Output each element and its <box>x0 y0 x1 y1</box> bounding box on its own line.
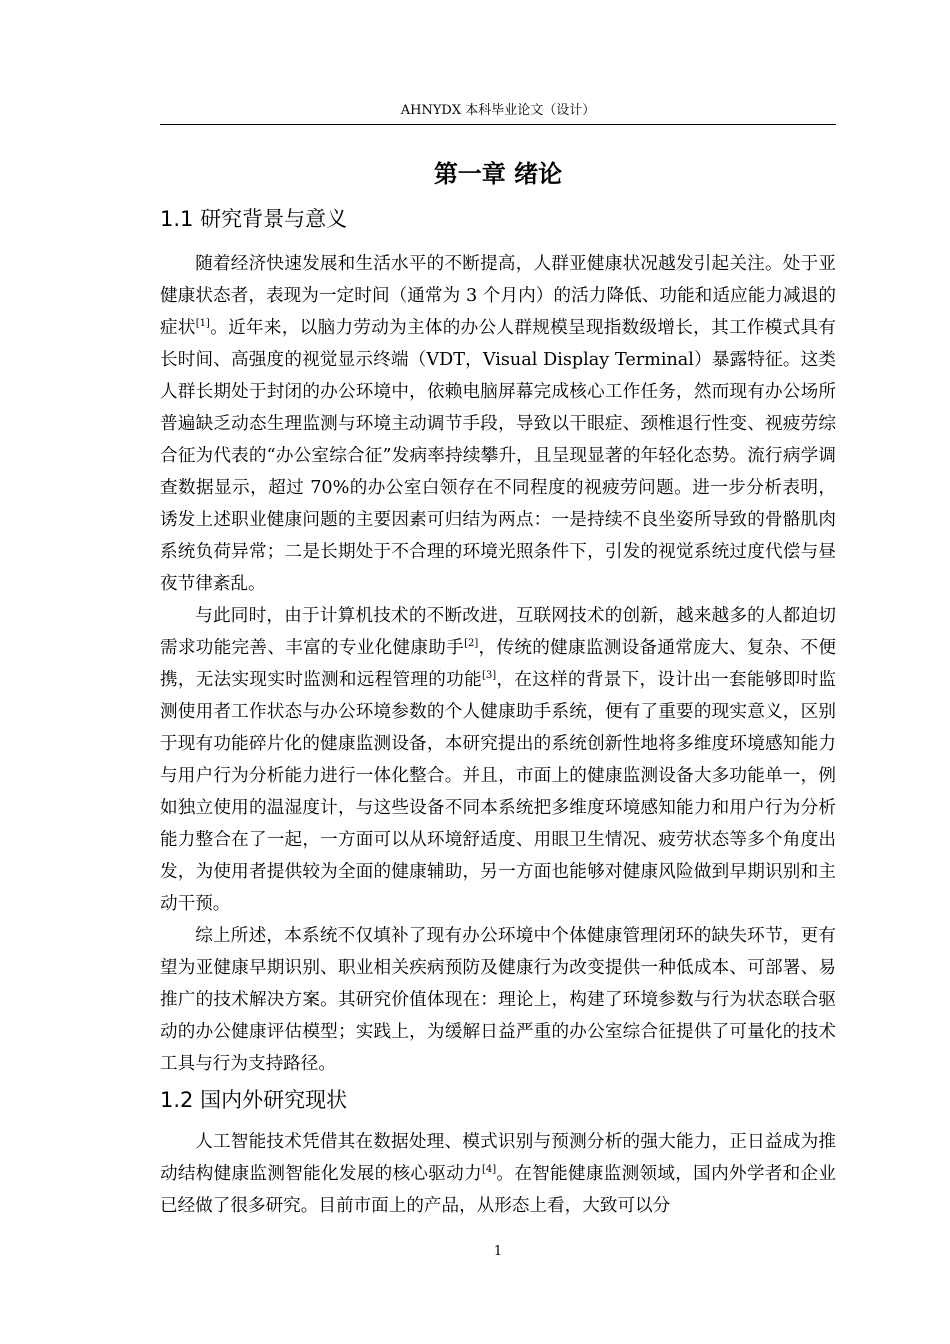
paragraph-text: 随着经济快速发展和生活水平的不断提高，人群亚健康状况越发引起关注。处于亚健康状态者，表现为一定时间（通常为 3 个月内）的活力降低、功能和适应能力减退的症状 <box>160 254 836 338</box>
header-rule <box>160 124 836 125</box>
page-number: 1 <box>493 1244 503 1259</box>
paragraph-1-2-1 <box>160 1126 836 1222</box>
paragraph-text: 。在智能健康监测领域，国内外学者和企业已经做了很多研究。目前市面上的产品，从形态上看，大致可以分 <box>160 1164 836 1216</box>
chapter-title: 第一章 绪论 <box>433 160 563 188</box>
paragraph-1-1-1 <box>160 248 836 600</box>
running-header: AHNYDX 本科毕业论文（设计） <box>400 103 596 118</box>
paragraph-text: ，传统的健康监测设备通常庞大、复杂、不便携，无法实现实时监测和远程管理的功能 <box>160 638 836 690</box>
section-heading-1-2: 1.2 国内外研究现状 <box>160 1088 348 1112</box>
section-heading-1-1: 1.1 研究背景与意义 <box>160 207 348 231</box>
paragraph-text: 。近年来，以脑力劳动为主体的办公人群规模呈现指数级增长，其工作模式具有长时间、高强度的视觉显示终端（VDT，Visual Display Terminal）暴露特征。这类人群长期处于封闭的办公环境中，依赖电脑屏幕完成核心工作任务，然而现有办公场所普遍缺乏动态生理监测与环境主动调节手段，导致以干眼症、颈椎退行性变、视疲劳综合征为代表的“办公室综合征”发病率持续攀升，且呈现显著的年轻化态势。流行病学调查数据显示，超过 70%的办公室白领存在不同程度的视疲劳问题。进一步分析表明，诱发上述职业健康问题的主要因素可归结为两点：一是持续不良坐姿所导致的骨骼肌肉系统负荷异常；二是长期处于不合理的环境光照条件下，引发的视觉系统过度代偿与昼夜节律紊乱。 <box>160 318 836 594</box>
citation-ref[interactable]: [3] <box>481 670 497 682</box>
citation-ref[interactable]: [1] <box>195 318 210 330</box>
paragraph-1-1-2 <box>160 600 836 920</box>
paragraph-1-1-3: 综上所述，本系统不仅填补了现有办公环境中个体健康管理闭环的缺失环节，更有望为亚健康早期识别、职业相关疾病预防及健康行为改变提供一种低成本、可部署、易推广的技术解决方案。其研究价值体现在：理论上，构建了环境参数与行为状态联合驱动的办公健康评估模型；实践上，为缓解日益严重的办公室综合征提供了可量化的技术工具与行为支持路径。 <box>160 926 836 1074</box>
citation-ref[interactable]: [4] <box>481 1164 497 1176</box>
paragraph-text: 与此同时，由于计算机技术的不断改进，互联网技术的创新，越来越多的人都迫切需求功能完善、丰富的专业化健康助手 <box>160 606 836 658</box>
citation-ref[interactable]: [2] <box>464 638 479 650</box>
paragraph-text: ，在这样的背景下，设计出一套能够即时监测使用者工作状态与办公环境参数的个人健康助手系统，便有了重要的现实意义，区别于现有功能碎片化的健康监测设备，本研究提出的系统创新性地将多维度环境感知能力与用户行为分析能力进行一体化整合。并且，市面上的健康监测设备大多功能单一，例如独立使用的温湿度计，与这些设备不同本系统把多维度环境感知能力和用户行为分析能力整合在了一起，一方面可以从环境舒适度、用眼卫生情况、疲劳状态等多个角度出发，为使用者提供较为全面的健康辅助，另一方面也能够对健康风险做到早期识别和主动干预。 <box>160 670 836 914</box>
paragraph-text: 人工智能技术凭借其在数据处理、模式识别与预测分析的强大能力，正日益成为推动结构健康监测智能化发展的核心驱动力 <box>160 1132 836 1184</box>
